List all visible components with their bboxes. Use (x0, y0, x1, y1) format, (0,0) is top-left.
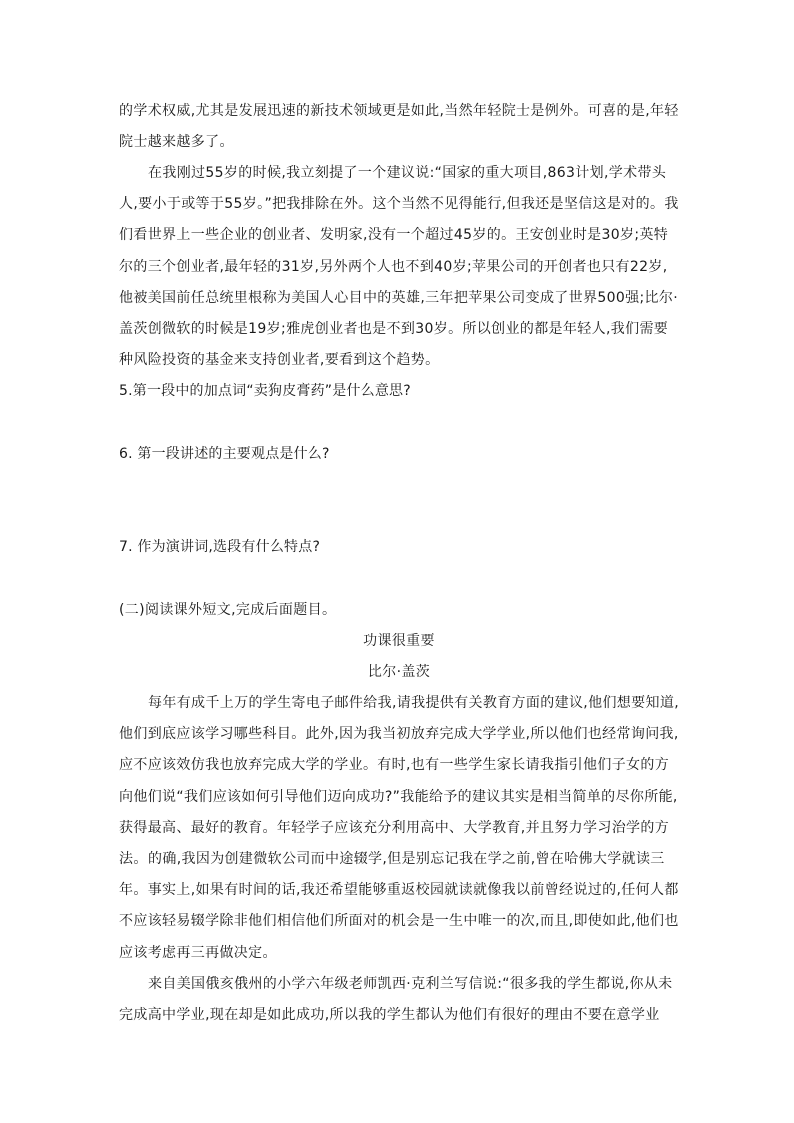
passage-paragraph-continued: 的学术权威,尤其是发展迅速的新技术领域更是如此,当然年轻院士是例外。可喜的是,年轻院士越来越多了。 (119, 103, 679, 151)
article-paragraph-2: 的确,我因为创建微软公司而中途辍学,但是别忘记我在学之前,曾在哈佛大学就读三年。事实上,如果有时间的话,我还希望能够重返校园就读就像我以前曾经说过的,任何人都不应该轻易辍学除非他们相信他们所面对的机会是一生中唯一的次,而且,即使如此,他们也应该考虑再三再做决定。 (119, 851, 679, 961)
article-author: 比尔·盖茨 (367, 664, 431, 680)
passage-paragraph-startup-age: 在我刚过55岁的时候,我立刻提了一个建议说:“国家的重大项目,863计划,学术带头人,要小于或等于55岁。”把我排除在外。这个当然不见得能行,但我还是坚信这是对的。我们看世界上一些企业的创业者、发明家,没有一个超过45岁的。王安创业时是30岁;英特尔的三个创业者,最年轻的31岁,另外两个人也不到40岁;苹果公司的开创者也只有22岁,他被美国前任总统里根称为美国人心目中的英雄,三年把苹果公司变成了世界500强;比尔·盖茨创微软的时候是19岁;雅虎创业者也是不到30岁。所以创业的都是年轻人,我们需要种风险投资的基金来支持创业者,要看到这个趋势。 (119, 165, 679, 369)
article-title: 功课很重要 (363, 633, 435, 649)
question-6: 6. 第一段讲述的主要观点是什么? (119, 446, 330, 462)
question-5: 5.第一段中的加点词“卖狗皮膏药”是什么意思? (119, 383, 411, 399)
article-paragraph-1: 每年有成千上万的学生寄电子邮件给我,请我提供有关教育方面的建议,他们想要知道,他们到底应该学习哪些科目。此外,因为我当初放弃完成大学学业,所以他们也经常询问我,应不应该效仿我也放弃完成大学的学业。有时,也有一些学生家长请我指引他们子女的方向他们说“我们应该如何引导他们迈向成功?”我能给予的建议其实是相当简单的尽你所能,获得最高、最好的教育。年轻学子应该充分利用高中、大学教育,并且努力学习治学的方法。 (119, 695, 679, 868)
article-paragraph-3: 来自美国俄亥俄州的小学六年级老师凯西·克利兰写信说:“很多我的学生都说,你从未完成高中学业,现在却是如此成功,所以我的学生都认为他们有很好的理由不要在意学业 (119, 976, 673, 1024)
section-instruction: (二)阅读课外短文,完成后面题目。 (119, 602, 337, 618)
question-7: 7. 作为演讲词,选段有什么特点? (119, 539, 321, 555)
